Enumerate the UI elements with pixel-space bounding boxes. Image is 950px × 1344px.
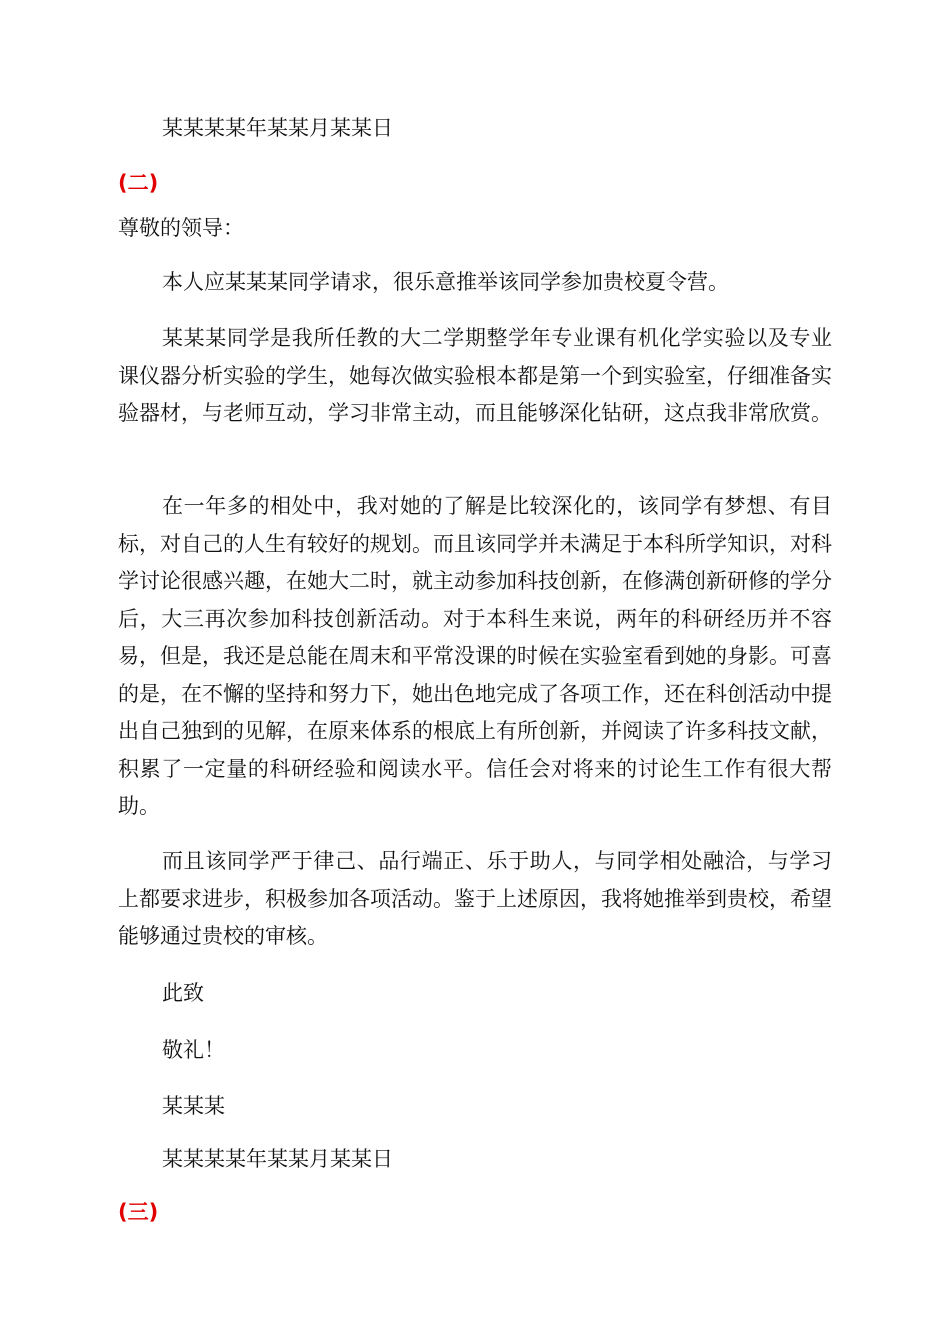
paragraph-research: 在一年多的相处中，我对她的了解是比较深化的，该同学有梦想、有目标，对自己的人生有较好的规划。而且该同学并未满足于本科所学知识，对科学讨论很感兴趣，在她大二时，就主动参加科技创新，在修满创新研修的学分后，大三再次参加科技创新活动。对于本科生来说，两年的科研经历并不容易，但是，我还是总能在周末和平常没课的时候在实验室看到她的身影。可喜的是，在不懈的坚持和努力下，她出色地完成了各项工作，还在科创活动中提出自己独到的见解，在原来体系的根底上有所创新，并阅读了许多科技文献，积累了一定量的科研经验和阅读水平。信任会对将来的讨论生工作有很大帮助。 (118, 494, 832, 818)
signature: 某某某 (162, 1094, 225, 1118)
paragraph-character: 而且该同学严于律己、品行端正、乐于助人，与同学相处融洽，与学习上都要求进步，积极参加各项活动。鉴于上述原因，我将她推举到贵校，希望能够通过贵校的审核。 (118, 849, 832, 948)
closing-jingli: 敬礼！ (162, 1038, 225, 1062)
closing-cizhi: 此致 (162, 981, 204, 1005)
salutation: 尊敬的领导： (118, 216, 244, 240)
paragraph-intro: 本人应某某某同学请求，很乐意推举该同学参加贵校夏令营。 (162, 270, 729, 294)
paragraph-lab-performance: 某某某同学是我所任教的大二学期整学年专业课有机化学实验以及专业课仪器分析实验的学生，她每次做实验根本都是第一个到实验室，仔细准备实验器材，与老师互动，学习非常主动，而且能够深化钻研，这点我非常欣赏。 (118, 326, 832, 425)
bottom-date: 某某某某年某某月某某日 (162, 1147, 393, 1171)
section-3-heading: (三) (118, 1200, 159, 1224)
top-date: 某某某某年某某月某某日 (162, 116, 393, 140)
section-2-heading: (二) (118, 171, 159, 195)
